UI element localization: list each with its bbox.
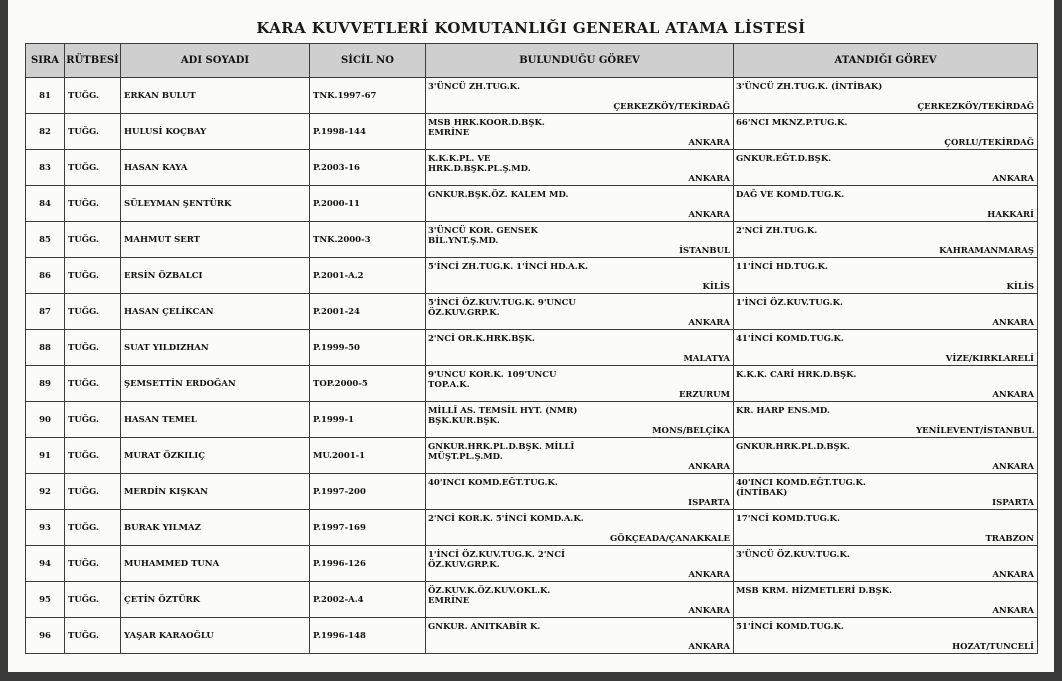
assigned-unit: K.K.K. CARİ HRK.D.BŞK. (736, 370, 857, 380)
cell-adi-soyadi: YAŞAR KARAOĞLU (121, 618, 310, 654)
cell-atandigi-gorev (734, 186, 1038, 222)
cell-sicil-no: P.2000-11 (310, 186, 426, 222)
assigned-location: ANKARA (992, 318, 1034, 328)
cell-atandigi-gorev (734, 114, 1038, 150)
current-location: ANKARA (688, 174, 730, 184)
current-unit: GNKUR.HRK.PL.D.BŞK. MİLLÎ MÜŞT.PL.Ş.MD. (428, 442, 575, 462)
cell-sicil-no: P.2002-A.4 (310, 582, 426, 618)
table-header-row (26, 44, 1038, 78)
cell-sira: 88 (26, 330, 65, 366)
current-unit: 5'İNCİ ÖZ.KUV.TUG.K. 9'UNCU ÖZ.KUV.GRP.K. (428, 298, 576, 318)
cell-adi-soyadi: MURAT ÖZKILIÇ (121, 438, 310, 474)
cell-sicil-no: P.1996-148 (310, 618, 426, 654)
cell-rutbe: TUĞG. (65, 546, 121, 582)
cell-atandigi-gorev (734, 294, 1038, 330)
cell-adi-soyadi: HASAN KAYA (121, 150, 310, 186)
table-row (26, 582, 1038, 618)
assigned-location: ANKARA (992, 570, 1034, 580)
assigned-unit: 3'ÜNCÜ ZH.TUG.K. (İNTİBAK) (736, 82, 883, 92)
cell-atandigi-gorev (734, 150, 1038, 186)
cell-rutbe: TUĞG. (65, 114, 121, 150)
current-location: ANKARA (688, 642, 730, 652)
assigned-location: TRABZON (985, 534, 1034, 544)
page-title: KARA KUVVETLERİ KOMUTANLIĞI GENERAL ATAMA LİSTESİ (256, 19, 806, 37)
cell-atandigi-gorev (734, 402, 1038, 438)
col-header-sira: SIRA (26, 44, 65, 78)
assigned-unit: GNKUR.HRK.PL.D.BŞK. (736, 442, 851, 452)
table-body (26, 78, 1038, 654)
cell-adi-soyadi: ERKAN BULUT (121, 78, 310, 114)
current-location: ISPARTA (688, 498, 730, 508)
col-header-bulundugu-gorev: BULUNDUĞU GÖREV (426, 44, 734, 78)
cell-rutbe: TUĞG. (65, 222, 121, 258)
cell-bulundugu-gorev (426, 294, 734, 330)
current-location: GÖKÇEADA/ÇANAKKALE (610, 534, 730, 544)
cell-rutbe: TUĞG. (65, 510, 121, 546)
cell-bulundugu-gorev (426, 150, 734, 186)
cell-sicil-no: TNK.2000-3 (310, 222, 426, 258)
table-row (26, 222, 1038, 258)
current-location: KİLİS (702, 282, 730, 292)
assigned-unit: 17'NCİ KOMD.TUG.K. (736, 514, 840, 524)
cell-atandigi-gorev (734, 330, 1038, 366)
cell-atandigi-gorev (734, 618, 1038, 654)
assigned-unit: GNKUR.EĞT.D.BŞK. (736, 154, 832, 164)
assigned-location: ÇORLU/TEKİRDAĞ (944, 138, 1034, 148)
cell-sira: 89 (26, 366, 65, 402)
assigned-unit: 51'İNCİ KOMD.TUG.K. (736, 622, 844, 632)
cell-atandigi-gorev (734, 438, 1038, 474)
current-location: MALATYA (683, 354, 730, 364)
cell-adi-soyadi: SUAT YILDIZHAN (121, 330, 310, 366)
cell-adi-soyadi: BURAK YILMAZ (121, 510, 310, 546)
cell-rutbe: TUĞG. (65, 618, 121, 654)
assigned-location: HAKKARİ (987, 210, 1034, 220)
cell-adi-soyadi: HULUSİ KOÇBAY (121, 114, 310, 150)
cell-adi-soyadi: HASAN TEMEL (121, 402, 310, 438)
cell-sira: 95 (26, 582, 65, 618)
cell-rutbe: TUĞG. (65, 474, 121, 510)
cell-sira: 96 (26, 618, 65, 654)
cell-sicil-no: TNK.1997-67 (310, 78, 426, 114)
table-row (26, 114, 1038, 150)
cell-adi-soyadi: MAHMUT SERT (121, 222, 310, 258)
assigned-location: ÇERKEZKÖY/TEKİRDAĞ (917, 102, 1034, 112)
cell-bulundugu-gorev (426, 114, 734, 150)
cell-bulundugu-gorev (426, 258, 734, 294)
cell-sira: 94 (26, 546, 65, 582)
current-location: ANKARA (688, 318, 730, 328)
assigned-unit: 40'INCI KOMD.EĞT.TUG.K. (İNTİBAK) (736, 478, 866, 498)
cell-sira: 81 (26, 78, 65, 114)
cell-bulundugu-gorev (426, 510, 734, 546)
cell-adi-soyadi: ŞEMSETTİN ERDOĞAN (121, 366, 310, 402)
cell-sira: 92 (26, 474, 65, 510)
current-unit: 2'NCİ OR.K.HRK.BŞK. (428, 334, 535, 344)
col-header-sicil-no: SİCİL NO (310, 44, 426, 78)
cell-sira: 82 (26, 114, 65, 150)
cell-bulundugu-gorev (426, 474, 734, 510)
cell-sira: 83 (26, 150, 65, 186)
cell-adi-soyadi: ÇETİN ÖZTÜRK (121, 582, 310, 618)
cell-sira: 87 (26, 294, 65, 330)
cell-rutbe: TUĞG. (65, 438, 121, 474)
current-unit: 2'NCİ KOR.K. 5'İNCİ KOMD.A.K. (428, 514, 584, 524)
cell-bulundugu-gorev (426, 330, 734, 366)
table-row (26, 150, 1038, 186)
cell-bulundugu-gorev (426, 618, 734, 654)
document-page (8, 0, 1054, 672)
current-unit: GNKUR. ANITKABİR K. (428, 622, 541, 632)
assigned-location: VİZE/KIRKLARELİ (945, 354, 1034, 364)
assigned-unit: DAĞ VE KOMD.TUG.K. (736, 190, 845, 200)
cell-sicil-no: TOP.2000-5 (310, 366, 426, 402)
cell-sicil-no: P.2001-A.2 (310, 258, 426, 294)
cell-bulundugu-gorev (426, 546, 734, 582)
cell-rutbe: TUĞG. (65, 402, 121, 438)
cell-adi-soyadi: SÜLEYMAN ŞENTÜRK (121, 186, 310, 222)
cell-bulundugu-gorev (426, 186, 734, 222)
table-row (26, 366, 1038, 402)
assigned-location: KAHRAMANMARAŞ (939, 246, 1034, 256)
assigned-unit: 3'ÜNCÜ ÖZ.KUV.TUG.K. (736, 550, 850, 560)
assigned-unit: 41'İNCİ KOMD.TUG.K. (736, 334, 844, 344)
current-unit: 9'UNCU KOR.K. 109'UNCU TOP.A.K. (428, 370, 557, 390)
cell-adi-soyadi: MERDİN KIŞKAN (121, 474, 310, 510)
cell-bulundugu-gorev (426, 582, 734, 618)
cell-bulundugu-gorev (426, 438, 734, 474)
cell-rutbe: TUĞG. (65, 330, 121, 366)
cell-sicil-no: P.1997-169 (310, 510, 426, 546)
current-unit: 5'İNCİ ZH.TUG.K. 1'İNCİ HD.A.K. (428, 262, 589, 272)
cell-atandigi-gorev (734, 258, 1038, 294)
cell-rutbe: TUĞG. (65, 78, 121, 114)
table-row (26, 78, 1038, 114)
current-unit: ÖZ.KUV.K.ÖZ.KUV.OKL.K. EMRİNE (428, 586, 551, 606)
cell-bulundugu-gorev (426, 402, 734, 438)
table-row (26, 438, 1038, 474)
assigned-unit: 11'İNCİ HD.TUG.K. (736, 262, 828, 272)
current-location: İSTANBUL (679, 246, 730, 256)
cell-sicil-no: MU.2001-1 (310, 438, 426, 474)
cell-atandigi-gorev (734, 474, 1038, 510)
table-row (26, 546, 1038, 582)
assigned-unit: 2'NCİ ZH.TUG.K. (736, 226, 818, 236)
cell-sicil-no: P.1999-50 (310, 330, 426, 366)
cell-rutbe: TUĞG. (65, 582, 121, 618)
cell-atandigi-gorev (734, 582, 1038, 618)
table-row (26, 474, 1038, 510)
assigned-location: ANKARA (992, 390, 1034, 400)
table-row (26, 258, 1038, 294)
assigned-location: ANKARA (992, 174, 1034, 184)
current-unit: 3'ÜNCÜ ZH.TUG.K. (428, 82, 521, 92)
current-location: ANKARA (688, 606, 730, 616)
cell-sira: 86 (26, 258, 65, 294)
cell-sira: 91 (26, 438, 65, 474)
cell-rutbe: TUĞG. (65, 186, 121, 222)
table-row (26, 330, 1038, 366)
cell-sicil-no: P.2003-16 (310, 150, 426, 186)
assigned-location: ANKARA (992, 462, 1034, 472)
current-location: ERZURUM (678, 390, 730, 400)
cell-sira: 84 (26, 186, 65, 222)
current-unit: 1'İNCİ ÖZ.KUV.TUG.K. 2'NCİ ÖZ.KUV.GRP.K. (428, 550, 565, 570)
cell-atandigi-gorev (734, 78, 1038, 114)
current-unit: MSB HRK.KOOR.D.BŞK. EMRİNE (428, 118, 545, 138)
col-header-atandigi-gorev: ATANDIĞI GÖREV (734, 44, 1038, 78)
current-unit: 40'INCI KOMD.EĞT.TUG.K. (428, 478, 558, 488)
table-row (26, 510, 1038, 546)
table-row (26, 618, 1038, 654)
cell-rutbe: TUĞG. (65, 366, 121, 402)
cell-sira: 85 (26, 222, 65, 258)
assigned-unit: KR. HARP ENS.MD. (736, 406, 830, 416)
cell-sira: 93 (26, 510, 65, 546)
cell-rutbe: TUĞG. (65, 294, 121, 330)
cell-bulundugu-gorev (426, 222, 734, 258)
current-location: ANKARA (688, 462, 730, 472)
current-unit: GNKUR.BŞK.ÖZ. KALEM MD. (428, 190, 569, 200)
table-row (26, 186, 1038, 222)
cell-bulundugu-gorev (426, 78, 734, 114)
current-location: ANKARA (688, 570, 730, 580)
cell-adi-soyadi: ERSİN ÖZBALCI (121, 258, 310, 294)
cell-rutbe: TUĞG. (65, 258, 121, 294)
assigned-location: YENİLEVENT/İSTANBUL (916, 426, 1034, 436)
cell-sicil-no: P.2001-24 (310, 294, 426, 330)
assigned-unit: MSB KRM. HİZMETLERİ D.BŞK. (736, 586, 893, 596)
cell-atandigi-gorev (734, 510, 1038, 546)
cell-adi-soyadi: MUHAMMED TUNA (121, 546, 310, 582)
cell-adi-soyadi: HASAN ÇELİKCAN (121, 294, 310, 330)
cell-rutbe: TUĞG. (65, 150, 121, 186)
assigned-location: ANKARA (992, 606, 1034, 616)
assigned-location: ISPARTA (992, 498, 1034, 508)
assignment-table (25, 43, 1038, 654)
cell-sira: 90 (26, 402, 65, 438)
cell-bulundugu-gorev (426, 366, 734, 402)
table-row (26, 402, 1038, 438)
current-unit: 3'ÜNCÜ KOR. GENSEK BİL.YNT.Ş.MD. (428, 226, 538, 246)
cell-sicil-no: P.1997-200 (310, 474, 426, 510)
col-header-adi-soyadi: ADI SOYADI (121, 44, 310, 78)
cell-atandigi-gorev (734, 222, 1038, 258)
table-row (26, 294, 1038, 330)
current-location: ANKARA (688, 138, 730, 148)
current-unit: MİLLÎ AS. TEMSİL HYT. (NMR) BŞK.KUR.BŞK. (428, 406, 578, 426)
cell-atandigi-gorev (734, 546, 1038, 582)
assigned-location: HOZAT/TUNCELİ (952, 642, 1034, 652)
current-location: ÇERKEZKÖY/TEKİRDAĞ (613, 102, 730, 112)
assigned-location: KİLİS (1006, 282, 1034, 292)
assigned-unit: 1'İNCİ ÖZ.KUV.TUG.K. (736, 298, 843, 308)
current-location: ANKARA (688, 210, 730, 220)
cell-atandigi-gorev (734, 366, 1038, 402)
cell-sicil-no: P.1998-144 (310, 114, 426, 150)
col-header-rutbe: RÜTBESİ (65, 44, 121, 78)
assigned-unit: 66'NCI MKNZ.P.TUG.K. (736, 118, 848, 128)
current-location: MONS/BELÇİKA (652, 426, 730, 436)
cell-sicil-no: P.1996-126 (310, 546, 426, 582)
cell-sicil-no: P.1999-1 (310, 402, 426, 438)
current-unit: K.K.K.PL. VE HRK.D.BŞK.PL.Ş.MD. (428, 154, 531, 174)
